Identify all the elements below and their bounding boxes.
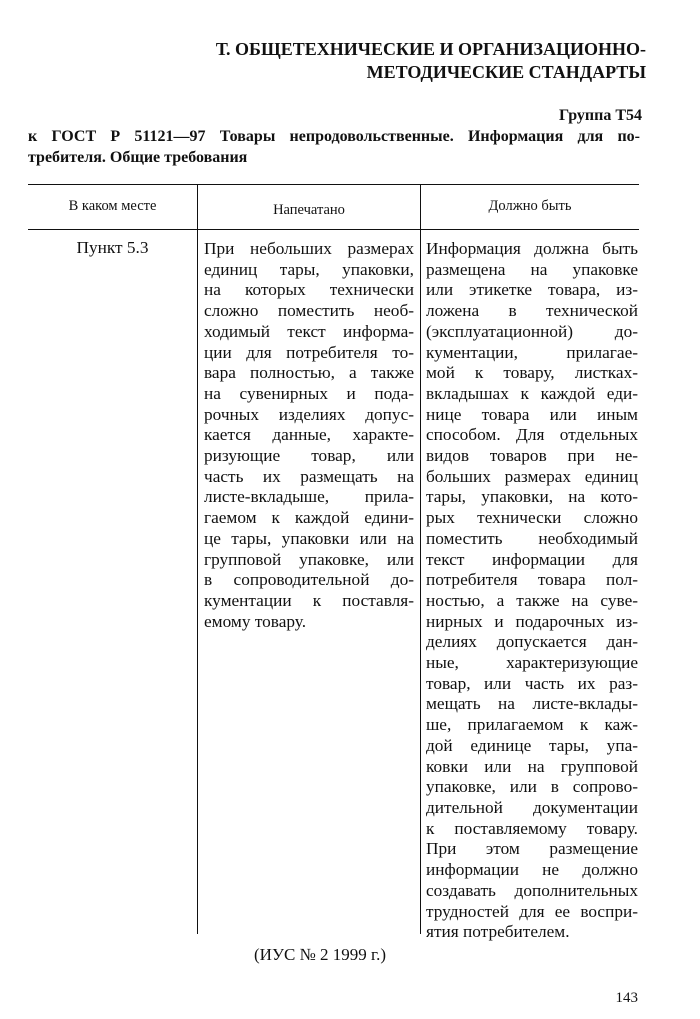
- cell-text-line: единиц тары, упаковки,: [204, 259, 414, 279]
- cell-text-line: це тары, упаковки или на: [204, 528, 414, 548]
- column-header-should-be: Должно быть: [488, 198, 572, 214]
- cell-text-line: емому товару.: [204, 611, 307, 631]
- cell-text-line: поместить необходимый: [426, 528, 638, 548]
- cell-text-line: больших размерах единиц: [426, 466, 638, 486]
- cell-text-line: ходимый текст информа-: [204, 321, 414, 341]
- cell-text-line: информации не должно: [426, 860, 638, 880]
- cell-text-line: (эксплуатационной) до-: [426, 321, 638, 341]
- cell-text-line: нице товара или иным: [426, 404, 638, 424]
- column-divider-2: [420, 184, 421, 934]
- cell-text-line: или этикетке товара, из-: [426, 280, 638, 300]
- cell-printed: [204, 239, 414, 632]
- cell-text-line: ше, прилагаемом к каж-: [426, 715, 638, 735]
- cell-text-line: ризующие товар, или: [204, 446, 414, 466]
- table-header-rule: [28, 229, 639, 230]
- cell-text-line: на которых технически: [204, 280, 414, 300]
- cell-text-line: мещать на листе-вклады-: [426, 694, 638, 714]
- cell-text-line: к поставляемому товару.: [426, 818, 638, 838]
- cell-text-line: потребителя товара пол-: [426, 570, 638, 590]
- cell-text-line: рочных изделиях допус-: [204, 404, 414, 424]
- cell-text-line: ции для потребителя то-: [204, 342, 414, 362]
- cell-text-line: рых технически сложно: [426, 508, 638, 528]
- cell-text-line: ложена в технической: [426, 301, 638, 321]
- cell-text-line: При этом размещение: [426, 839, 638, 859]
- footnote: (ИУС № 2 1999 г.): [254, 945, 386, 964]
- cell-text-line: Информация должна быть: [426, 239, 638, 258]
- cell-text-line: листе-вкладыше, прила-: [204, 487, 414, 507]
- cell-text-line: в сопроводительной до-: [204, 570, 414, 590]
- cell-text-line: ковки или на групповой: [426, 756, 638, 776]
- cell-text-line: ностью, а также на суве-: [426, 590, 638, 610]
- amendment-heading: [28, 126, 640, 168]
- section-title-line-1: Т. ОБЩЕТЕХНИЧЕСКИЕ И ОРГАНИЗАЦИОННО-: [215, 39, 646, 59]
- cell-text-line: упаковке, или в сопрово-: [426, 777, 638, 797]
- section-title-line-2: МЕТОДИЧЕСКИЕ СТАНДАРТЫ: [366, 62, 646, 82]
- amendment-heading-line-1: к ГОСТ Р 51121—97 Товары непродовольственные. Информация для по-: [28, 128, 640, 145]
- cell-text-line: размещена на упаковке: [426, 259, 638, 279]
- column-header-place: В каком месте: [68, 198, 157, 214]
- cell-text-line: товар, или часть их раз-: [426, 673, 638, 693]
- table-top-rule: [28, 184, 639, 185]
- cell-text-line: гаемом к каждой едини-: [204, 508, 414, 528]
- cell-text-line: дой единице тары, упа-: [426, 735, 638, 755]
- cell-text-line: ные, характеризующие: [426, 653, 638, 673]
- cell-text-line: способом. Для отдельных: [426, 425, 638, 445]
- cell-text-line: нирных и подарочных из-: [426, 611, 638, 631]
- cell-text-line: групповой упаковке, или: [204, 549, 414, 569]
- cell-text-line: сложно поместить необ-: [204, 301, 414, 321]
- cell-text-line: делиях допускается дан-: [426, 632, 638, 652]
- section-title: [150, 38, 646, 84]
- cell-text-line: текст информации для: [426, 549, 638, 569]
- page-number: 143: [615, 990, 638, 1006]
- cell-text-line: кументации к поставля-: [204, 590, 414, 610]
- cell-text-line: При небольших размерах: [204, 239, 414, 258]
- cell-text-line: трудностей для ее воспри-: [426, 901, 638, 921]
- column-header-printed: Напечатано: [273, 202, 345, 218]
- cell-text-line: ятия потребителем.: [426, 922, 570, 942]
- cell-text-line: дительной документации: [426, 797, 638, 817]
- cell-text-line: кается данные, характе-: [204, 425, 414, 445]
- cell-text-line: на сувенирных и пода-: [204, 383, 414, 403]
- amendment-heading-line-2: требителя. Общие требования: [28, 149, 248, 166]
- cell-text-line: кументации, прилагае-: [426, 342, 638, 362]
- cell-text-line: видов товаров при не-: [426, 446, 638, 466]
- cell-text-line: часть их размещать на: [204, 466, 414, 486]
- cell-place: Пункт 5.3: [76, 238, 149, 257]
- cell-text-line: тары, упаковки, на кото-: [426, 487, 638, 507]
- cell-text-line: создавать дополнительных: [426, 880, 638, 900]
- group-label: Группа Т54: [559, 107, 642, 124]
- cell-should-be: [426, 239, 638, 943]
- cell-text-line: вара полностью, а также: [204, 363, 414, 383]
- cell-text-line: вкладышах к каждой еди-: [426, 383, 638, 403]
- cell-text-line: мой к товару, листках-: [426, 363, 638, 383]
- column-divider-1: [197, 184, 198, 934]
